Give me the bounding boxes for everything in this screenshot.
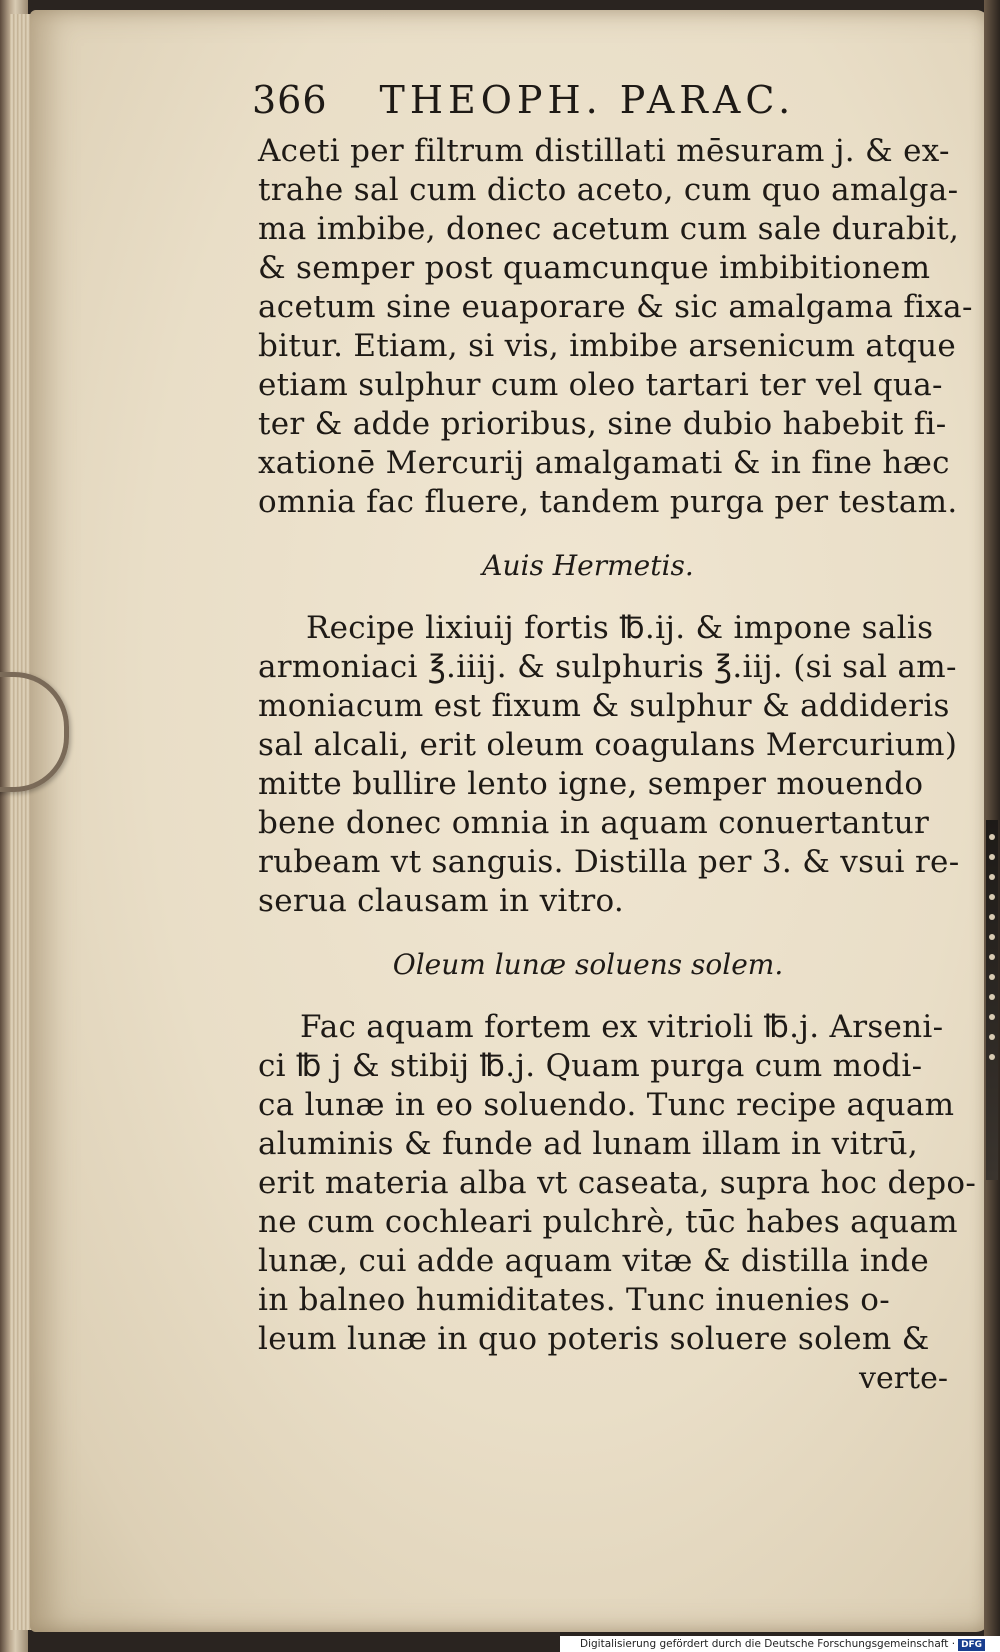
text-line: lunæ, cui adde aquam vitæ & distilla inde: [258, 1243, 930, 1279]
footer-text: Digitalisierung gefördert durch die Deutsche Forschungsgemeinschaft ·: [580, 1638, 956, 1650]
text-line: Aceti per filtrum distillati mēsuram j. & ex-: [258, 133, 950, 169]
text-line: acetum sine euaporare & sic amalgama fixa-: [258, 289, 973, 325]
text-line: ci ℔ j & stibij ℔.j. Quam purga cum modi-: [258, 1048, 923, 1084]
text-block: [258, 132, 977, 1398]
intro-paragraph: [258, 132, 973, 522]
digitization-footer: [560, 1636, 1000, 1652]
running-head: [252, 78, 852, 122]
text-line: bitur. Etiam, si vis, imbibe arsenicum atque: [258, 328, 957, 364]
catchword: verte-: [859, 1361, 948, 1396]
dfg-logo: DFG: [958, 1639, 985, 1651]
text-line: Recipe lixiuij fortis ℔.ij. & impone salis: [306, 610, 934, 646]
text-line: omnia fac fluere, tandem purga per testam.: [258, 484, 958, 520]
text-line: in balneo humiditates. Tunc inuenies o-: [258, 1282, 891, 1318]
section-paragraph-auis-hermetis: [258, 609, 958, 921]
text-line: ter & adde prioribus, sine dubio habebit fi-: [258, 406, 947, 442]
text-line: armoniaci ℥.iiij. & sulphuris ℥.iij. (si sal am-: [258, 649, 957, 685]
text-line: erit materia alba vt caseata, supra hoc depo-: [258, 1165, 977, 1201]
text-line: bene donec omnia in aquam conuertantur: [258, 805, 930, 841]
text-line: aluminis & funde ad lunam illam in vitrū,: [258, 1126, 918, 1162]
section-heading-auis-hermetis: Auis Hermetis.: [482, 549, 694, 582]
section-paragraph-oleum-lunae: [258, 1008, 977, 1359]
text-line: ne cum cochleari pulchrè, tūc habes aquam: [258, 1204, 958, 1240]
text-line: ca lunæ in eo soluendo. Tunc recipe aquam: [258, 1087, 955, 1123]
text-line: trahe sal cum dicto aceto, cum quo amalga-: [258, 172, 959, 208]
page-number: 366: [252, 78, 328, 122]
text-line: sal alcali, erit oleum coagulans Mercurium): [258, 727, 958, 763]
section-heading-oleum-lunae: Oleum lunæ soluens solem.: [392, 948, 784, 981]
text-line: serua clausam in vitro.: [258, 883, 625, 919]
text-line: rubeam vt sanguis. Distilla per 3. & vsui re-: [258, 844, 960, 880]
text-line: ma imbibe, donec acetum cum sale durabit,: [258, 211, 960, 247]
text-line: & semper post quamcunque imbibitionem: [258, 250, 931, 286]
text-line: xationē Mercurij amalgamati & in fine hæc: [258, 445, 950, 481]
running-title: THEOPH. PARAC.: [379, 78, 796, 122]
text-line: leum lunæ in quo poteris soluere solem &: [258, 1321, 930, 1357]
text-line: mitte bullire lento igne, semper mouendo: [258, 766, 924, 802]
scan-color-strip: [986, 820, 998, 1180]
text-line: moniacum est fixum & sulphur & addideris: [258, 688, 950, 724]
text-line: etiam sulphur cum oleo tartari ter vel qua-: [258, 367, 943, 403]
text-line: Fac aquam fortem ex vitrioli ℔.j. Arseni-: [300, 1009, 944, 1045]
